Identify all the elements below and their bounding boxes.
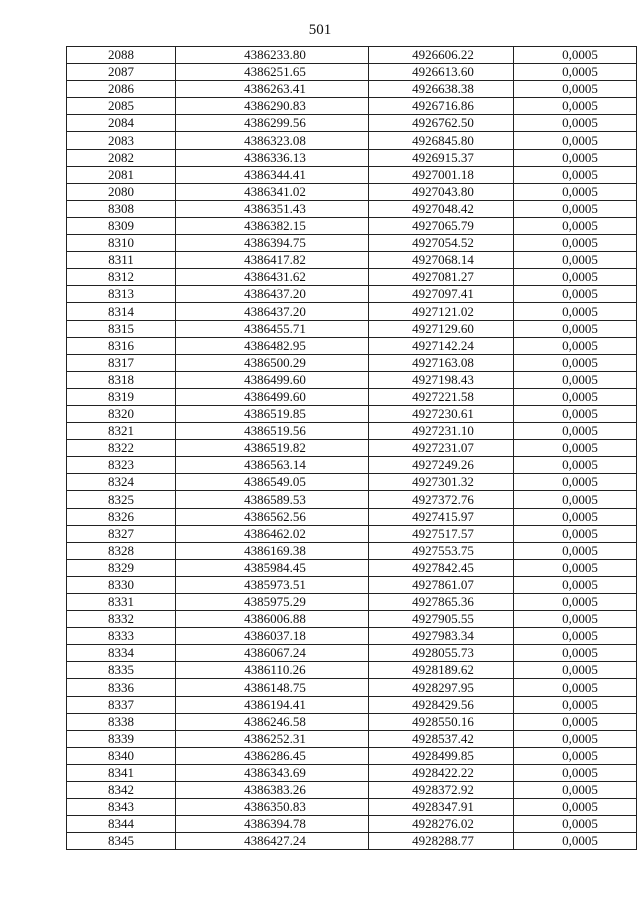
- x-coordinate-cell: 4386336.13: [176, 149, 369, 166]
- y-coordinate-cell: 4928422.22: [369, 764, 514, 781]
- point-id-cell: 8326: [67, 508, 176, 525]
- y-coordinate-cell: 4928189.62: [369, 662, 514, 679]
- x-coordinate-cell: 4386455.71: [176, 320, 369, 337]
- error-value-cell: 0,0005: [514, 320, 637, 337]
- table-row: [67, 799, 637, 816]
- point-id-cell: 2082: [67, 149, 176, 166]
- point-id-cell: 8308: [67, 200, 176, 217]
- error-value-cell: 0,0005: [514, 611, 637, 628]
- x-coordinate-cell: 4386286.45: [176, 747, 369, 764]
- y-coordinate-cell: 4927163.08: [369, 354, 514, 371]
- point-id-cell: 8310: [67, 235, 176, 252]
- error-value-cell: 0,0005: [514, 423, 637, 440]
- y-coordinate-cell: 4927001.18: [369, 166, 514, 183]
- table-row: [67, 491, 637, 508]
- x-coordinate-cell: 4386437.20: [176, 286, 369, 303]
- x-coordinate-cell: 4386067.24: [176, 645, 369, 662]
- y-coordinate-cell: 4927048.42: [369, 200, 514, 217]
- point-id-cell: 8315: [67, 320, 176, 337]
- error-value-cell: 0,0005: [514, 235, 637, 252]
- coordinates-table-body: [67, 47, 637, 850]
- error-value-cell: 0,0005: [514, 269, 637, 286]
- table-row: [67, 679, 637, 696]
- point-id-cell: 8320: [67, 405, 176, 422]
- point-id-cell: 2080: [67, 183, 176, 200]
- x-coordinate-cell: 4385984.45: [176, 559, 369, 576]
- table-row: [67, 320, 637, 337]
- error-value-cell: 0,0005: [514, 149, 637, 166]
- error-value-cell: 0,0005: [514, 782, 637, 799]
- error-value-cell: 0,0005: [514, 816, 637, 833]
- x-coordinate-cell: 4386417.82: [176, 252, 369, 269]
- error-value-cell: 0,0005: [514, 628, 637, 645]
- y-coordinate-cell: 4927553.75: [369, 542, 514, 559]
- error-value-cell: 0,0005: [514, 799, 637, 816]
- y-coordinate-cell: 4927068.14: [369, 252, 514, 269]
- x-coordinate-cell: 4386006.88: [176, 611, 369, 628]
- y-coordinate-cell: 4928055.73: [369, 645, 514, 662]
- x-coordinate-cell: 4386394.78: [176, 816, 369, 833]
- table-row: [67, 303, 637, 320]
- table-row: [67, 816, 637, 833]
- point-id-cell: 8331: [67, 594, 176, 611]
- table-row: [67, 286, 637, 303]
- error-value-cell: 0,0005: [514, 217, 637, 234]
- point-id-cell: 2085: [67, 98, 176, 115]
- error-value-cell: 0,0005: [514, 491, 637, 508]
- y-coordinate-cell: 4928347.91: [369, 799, 514, 816]
- x-coordinate-cell: 4386252.31: [176, 730, 369, 747]
- table-row: [67, 474, 637, 491]
- error-value-cell: 0,0005: [514, 166, 637, 183]
- y-coordinate-cell: 4926762.50: [369, 115, 514, 132]
- x-coordinate-cell: 4386351.43: [176, 200, 369, 217]
- error-value-cell: 0,0005: [514, 559, 637, 576]
- x-coordinate-cell: 4386589.53: [176, 491, 369, 508]
- y-coordinate-cell: 4927231.07: [369, 440, 514, 457]
- error-value-cell: 0,0005: [514, 303, 637, 320]
- x-coordinate-cell: 4386037.18: [176, 628, 369, 645]
- x-coordinate-cell: 4386562.56: [176, 508, 369, 525]
- error-value-cell: 0,0005: [514, 542, 637, 559]
- table-row: [67, 559, 637, 576]
- point-id-cell: 8327: [67, 525, 176, 542]
- y-coordinate-cell: 4926638.38: [369, 81, 514, 98]
- table-row: [67, 81, 637, 98]
- point-id-cell: 8335: [67, 662, 176, 679]
- x-coordinate-cell: 4386344.41: [176, 166, 369, 183]
- x-coordinate-cell: 4386251.65: [176, 64, 369, 81]
- error-value-cell: 0,0005: [514, 337, 637, 354]
- table-row: [67, 730, 637, 747]
- table-row: [67, 388, 637, 405]
- y-coordinate-cell: 4927983.34: [369, 628, 514, 645]
- y-coordinate-cell: 4928499.85: [369, 747, 514, 764]
- y-coordinate-cell: 4927142.24: [369, 337, 514, 354]
- error-value-cell: 0,0005: [514, 645, 637, 662]
- point-id-cell: 8321: [67, 423, 176, 440]
- x-coordinate-cell: 4386382.15: [176, 217, 369, 234]
- table-row: [67, 747, 637, 764]
- table-row: [67, 508, 637, 525]
- y-coordinate-cell: 4927198.43: [369, 371, 514, 388]
- table-row: [67, 628, 637, 645]
- y-coordinate-cell: 4928288.77: [369, 833, 514, 850]
- table-row: [67, 183, 637, 200]
- y-coordinate-cell: 4927121.02: [369, 303, 514, 320]
- x-coordinate-cell: 4386462.02: [176, 525, 369, 542]
- y-coordinate-cell: 4927231.10: [369, 423, 514, 440]
- point-id-cell: 8337: [67, 696, 176, 713]
- error-value-cell: 0,0005: [514, 833, 637, 850]
- error-value-cell: 0,0005: [514, 286, 637, 303]
- point-id-cell: 2084: [67, 115, 176, 132]
- point-id-cell: 8344: [67, 816, 176, 833]
- table-row: [67, 252, 637, 269]
- table-row: [67, 764, 637, 781]
- y-coordinate-cell: 4926613.60: [369, 64, 514, 81]
- table-row: [67, 542, 637, 559]
- error-value-cell: 0,0005: [514, 354, 637, 371]
- table-row: [67, 132, 637, 149]
- y-coordinate-cell: 4927043.80: [369, 183, 514, 200]
- error-value-cell: 0,0005: [514, 474, 637, 491]
- point-id-cell: 8309: [67, 217, 176, 234]
- table-row: [67, 166, 637, 183]
- error-value-cell: 0,0005: [514, 388, 637, 405]
- x-coordinate-cell: 4386246.58: [176, 713, 369, 730]
- x-coordinate-cell: 4386290.83: [176, 98, 369, 115]
- table-row: [67, 782, 637, 799]
- y-coordinate-cell: 4928537.42: [369, 730, 514, 747]
- y-coordinate-cell: 4927097.41: [369, 286, 514, 303]
- y-coordinate-cell: 4928372.92: [369, 782, 514, 799]
- point-id-cell: 8338: [67, 713, 176, 730]
- y-coordinate-cell: 4927842.45: [369, 559, 514, 576]
- y-coordinate-cell: 4927129.60: [369, 320, 514, 337]
- table-row: [67, 354, 637, 371]
- point-id-cell: 2083: [67, 132, 176, 149]
- error-value-cell: 0,0005: [514, 252, 637, 269]
- point-id-cell: 8323: [67, 457, 176, 474]
- error-value-cell: 0,0005: [514, 81, 637, 98]
- point-id-cell: 8345: [67, 833, 176, 850]
- x-coordinate-cell: 4386437.20: [176, 303, 369, 320]
- table-row: [67, 115, 637, 132]
- coordinates-table: [66, 46, 637, 850]
- x-coordinate-cell: 4385973.51: [176, 576, 369, 593]
- table-row: [67, 200, 637, 217]
- y-coordinate-cell: 4928276.02: [369, 816, 514, 833]
- error-value-cell: 0,0005: [514, 576, 637, 593]
- error-value-cell: 0,0005: [514, 115, 637, 132]
- error-value-cell: 0,0005: [514, 764, 637, 781]
- table-row: [67, 371, 637, 388]
- x-coordinate-cell: 4386519.82: [176, 440, 369, 457]
- error-value-cell: 0,0005: [514, 730, 637, 747]
- error-value-cell: 0,0005: [514, 594, 637, 611]
- table-row: [67, 611, 637, 628]
- table-row: [67, 713, 637, 730]
- error-value-cell: 0,0005: [514, 679, 637, 696]
- error-value-cell: 0,0005: [514, 747, 637, 764]
- y-coordinate-cell: 4928297.95: [369, 679, 514, 696]
- y-coordinate-cell: 4926606.22: [369, 47, 514, 64]
- point-id-cell: 8312: [67, 269, 176, 286]
- y-coordinate-cell: 4926845.80: [369, 132, 514, 149]
- y-coordinate-cell: 4927861.07: [369, 576, 514, 593]
- point-id-cell: 8324: [67, 474, 176, 491]
- y-coordinate-cell: 4927065.79: [369, 217, 514, 234]
- table-row: [67, 405, 637, 422]
- x-coordinate-cell: 4386499.60: [176, 388, 369, 405]
- error-value-cell: 0,0005: [514, 405, 637, 422]
- point-id-cell: 8319: [67, 388, 176, 405]
- x-coordinate-cell: 4386383.26: [176, 782, 369, 799]
- x-coordinate-cell: 4386519.56: [176, 423, 369, 440]
- table-row: [67, 594, 637, 611]
- table-row: [67, 645, 637, 662]
- error-value-cell: 0,0005: [514, 713, 637, 730]
- point-id-cell: 8341: [67, 764, 176, 781]
- point-id-cell: 2087: [67, 64, 176, 81]
- table-row: [67, 235, 637, 252]
- x-coordinate-cell: 4386427.24: [176, 833, 369, 850]
- error-value-cell: 0,0005: [514, 64, 637, 81]
- point-id-cell: 8330: [67, 576, 176, 593]
- table-row: [67, 98, 637, 115]
- point-id-cell: 8340: [67, 747, 176, 764]
- error-value-cell: 0,0005: [514, 132, 637, 149]
- error-value-cell: 0,0005: [514, 47, 637, 64]
- table-row: [67, 217, 637, 234]
- table-row: [67, 337, 637, 354]
- point-id-cell: 2088: [67, 47, 176, 64]
- error-value-cell: 0,0005: [514, 525, 637, 542]
- x-coordinate-cell: 4386299.56: [176, 115, 369, 132]
- table-row: [67, 696, 637, 713]
- table-row: [67, 457, 637, 474]
- point-id-cell: 8316: [67, 337, 176, 354]
- page-number: 501: [308, 22, 332, 38]
- error-value-cell: 0,0005: [514, 98, 637, 115]
- x-coordinate-cell: 4386482.95: [176, 337, 369, 354]
- y-coordinate-cell: 4927221.58: [369, 388, 514, 405]
- table-row: [67, 440, 637, 457]
- point-id-cell: 8339: [67, 730, 176, 747]
- x-coordinate-cell: 4386263.41: [176, 81, 369, 98]
- y-coordinate-cell: 4927301.32: [369, 474, 514, 491]
- table-row: [67, 525, 637, 542]
- x-coordinate-cell: 4386148.75: [176, 679, 369, 696]
- y-coordinate-cell: 4926716.86: [369, 98, 514, 115]
- x-coordinate-cell: 4386500.29: [176, 354, 369, 371]
- y-coordinate-cell: 4926915.37: [369, 149, 514, 166]
- x-coordinate-cell: 4386499.60: [176, 371, 369, 388]
- table-row: [67, 47, 637, 64]
- x-coordinate-cell: 4386394.75: [176, 235, 369, 252]
- x-coordinate-cell: 4386233.80: [176, 47, 369, 64]
- y-coordinate-cell: 4927249.26: [369, 457, 514, 474]
- y-coordinate-cell: 4927054.52: [369, 235, 514, 252]
- x-coordinate-cell: 4386431.62: [176, 269, 369, 286]
- y-coordinate-cell: 4927517.57: [369, 525, 514, 542]
- point-id-cell: 8314: [67, 303, 176, 320]
- error-value-cell: 0,0005: [514, 371, 637, 388]
- error-value-cell: 0,0005: [514, 696, 637, 713]
- error-value-cell: 0,0005: [514, 183, 637, 200]
- table-row: [67, 576, 637, 593]
- point-id-cell: 8329: [67, 559, 176, 576]
- x-coordinate-cell: 4385975.29: [176, 594, 369, 611]
- x-coordinate-cell: 4386323.08: [176, 132, 369, 149]
- x-coordinate-cell: 4386549.05: [176, 474, 369, 491]
- y-coordinate-cell: 4927865.36: [369, 594, 514, 611]
- table-row: [67, 662, 637, 679]
- x-coordinate-cell: 4386519.85: [176, 405, 369, 422]
- x-coordinate-cell: 4386169.38: [176, 542, 369, 559]
- y-coordinate-cell: 4928429.56: [369, 696, 514, 713]
- y-coordinate-cell: 4927230.61: [369, 405, 514, 422]
- point-id-cell: 8317: [67, 354, 176, 371]
- point-id-cell: 8332: [67, 611, 176, 628]
- point-id-cell: 8318: [67, 371, 176, 388]
- point-id-cell: 8328: [67, 542, 176, 559]
- x-coordinate-cell: 4386563.14: [176, 457, 369, 474]
- table-row: [67, 64, 637, 81]
- y-coordinate-cell: 4927372.76: [369, 491, 514, 508]
- point-id-cell: 8325: [67, 491, 176, 508]
- table-row: [67, 149, 637, 166]
- x-coordinate-cell: 4386110.26: [176, 662, 369, 679]
- table-row: [67, 423, 637, 440]
- error-value-cell: 0,0005: [514, 200, 637, 217]
- table-row: [67, 833, 637, 850]
- point-id-cell: 8313: [67, 286, 176, 303]
- point-id-cell: 8322: [67, 440, 176, 457]
- error-value-cell: 0,0005: [514, 457, 637, 474]
- error-value-cell: 0,0005: [514, 508, 637, 525]
- x-coordinate-cell: 4386350.83: [176, 799, 369, 816]
- point-id-cell: 8336: [67, 679, 176, 696]
- x-coordinate-cell: 4386343.69: [176, 764, 369, 781]
- x-coordinate-cell: 4386341.02: [176, 183, 369, 200]
- error-value-cell: 0,0005: [514, 440, 637, 457]
- point-id-cell: 8311: [67, 252, 176, 269]
- y-coordinate-cell: 4927415.97: [369, 508, 514, 525]
- point-id-cell: 2086: [67, 81, 176, 98]
- table-row: [67, 269, 637, 286]
- y-coordinate-cell: 4927081.27: [369, 269, 514, 286]
- point-id-cell: 8334: [67, 645, 176, 662]
- point-id-cell: 8342: [67, 782, 176, 799]
- point-id-cell: 8343: [67, 799, 176, 816]
- y-coordinate-cell: 4927905.55: [369, 611, 514, 628]
- x-coordinate-cell: 4386194.41: [176, 696, 369, 713]
- point-id-cell: 8333: [67, 628, 176, 645]
- error-value-cell: 0,0005: [514, 662, 637, 679]
- y-coordinate-cell: 4928550.16: [369, 713, 514, 730]
- point-id-cell: 2081: [67, 166, 176, 183]
